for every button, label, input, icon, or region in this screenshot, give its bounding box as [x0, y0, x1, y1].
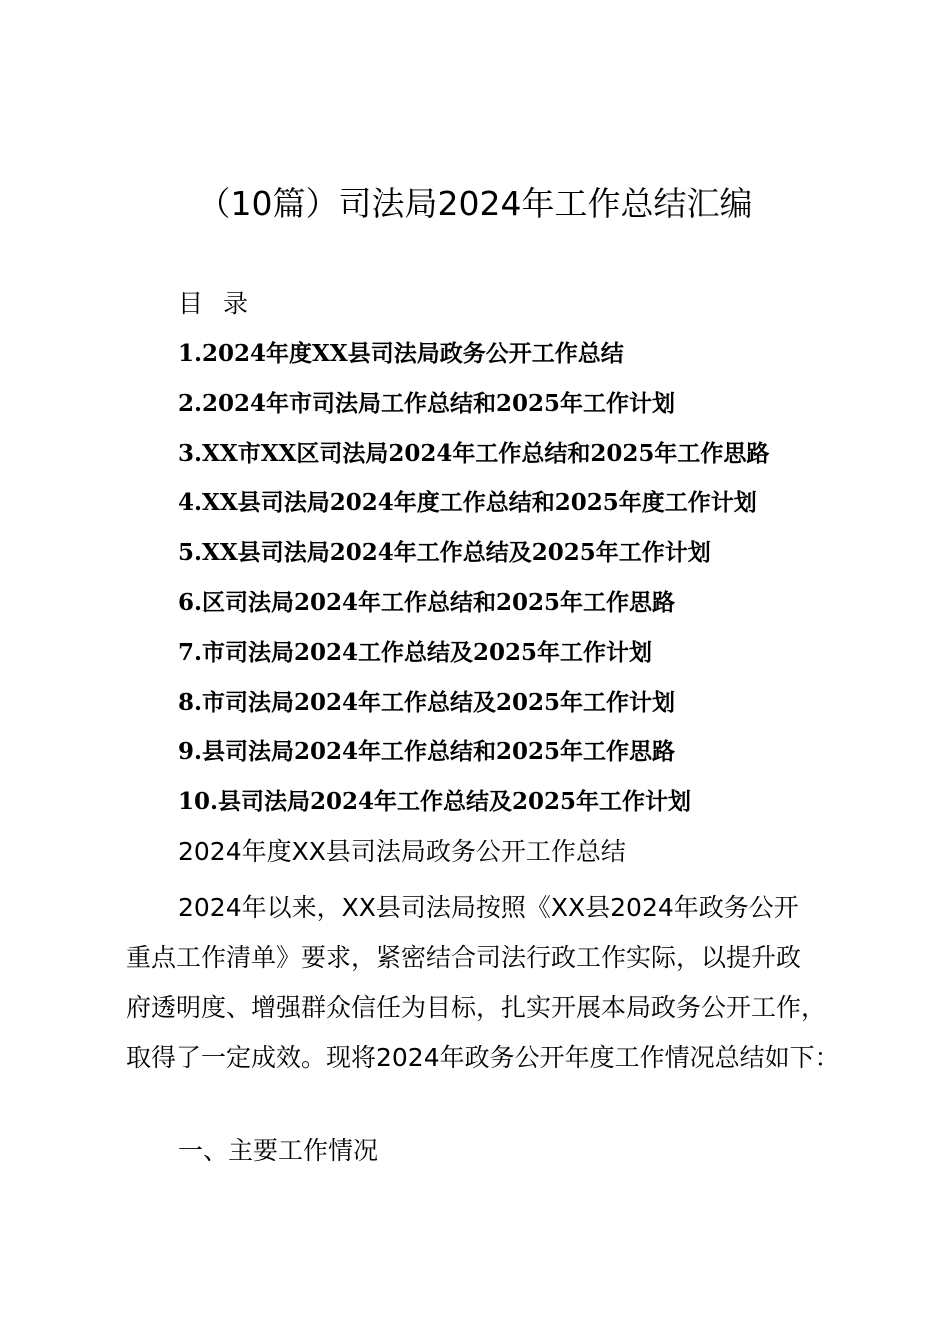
- section-title: 2024年度XX县司法局政务公开工作总结: [178, 837, 626, 866]
- toc-item[interactable]: 7.市司法局2024工作总结及2025年工作计划: [178, 638, 653, 666]
- toc-item[interactable]: 1.2024年度XX县司法局政务公开工作总结: [178, 340, 624, 367]
- paragraph-line: 2024年以来，XX县司法局按照《XX县2024年政务公开: [178, 893, 799, 922]
- toc-item[interactable]: 5.XX县司法局2024年工作总结及2025年工作计划: [178, 539, 711, 567]
- toc-item[interactable]: 8.市司法局2024年工作总结及2025年工作计划: [178, 688, 676, 716]
- paragraph-line: 重点工作清单》要求，紧密结合司法行政工作实际，以提升政: [126, 943, 802, 972]
- toc-item[interactable]: 9.县司法局2024年工作总结和2025年工作思路: [178, 738, 676, 766]
- paragraph-line: 取得了一定成效。现将2024年政务公开年度工作情况总结如下：: [126, 1043, 840, 1072]
- toc-item[interactable]: 6.区司法局2024年工作总结和2025年工作思路: [178, 588, 676, 616]
- toc-item[interactable]: 4.XX县司法局2024年度工作总结和2025年度工作计划: [178, 489, 757, 517]
- toc-item[interactable]: 2.2024年市司法局工作总结和2025年工作计划: [178, 389, 676, 417]
- heading-main-work: 一、主要工作情况: [178, 1136, 379, 1165]
- document-title: （10篇）司法局2024年工作总结汇编: [197, 184, 753, 223]
- toc-list: [178, 336, 769, 834]
- toc-item[interactable]: 10.县司法局2024年工作总结及2025年工作计划: [178, 788, 692, 816]
- paragraph-line: 府透明度、增强群众信任为目标，扎实开展本局政务公开工作，: [126, 993, 827, 1022]
- body-paragraph: [126, 883, 856, 1083]
- toc-heading: 目 录: [178, 289, 254, 318]
- toc-item[interactable]: 3.XX市XX区司法局2024年工作总结和2025年工作思路: [178, 439, 770, 467]
